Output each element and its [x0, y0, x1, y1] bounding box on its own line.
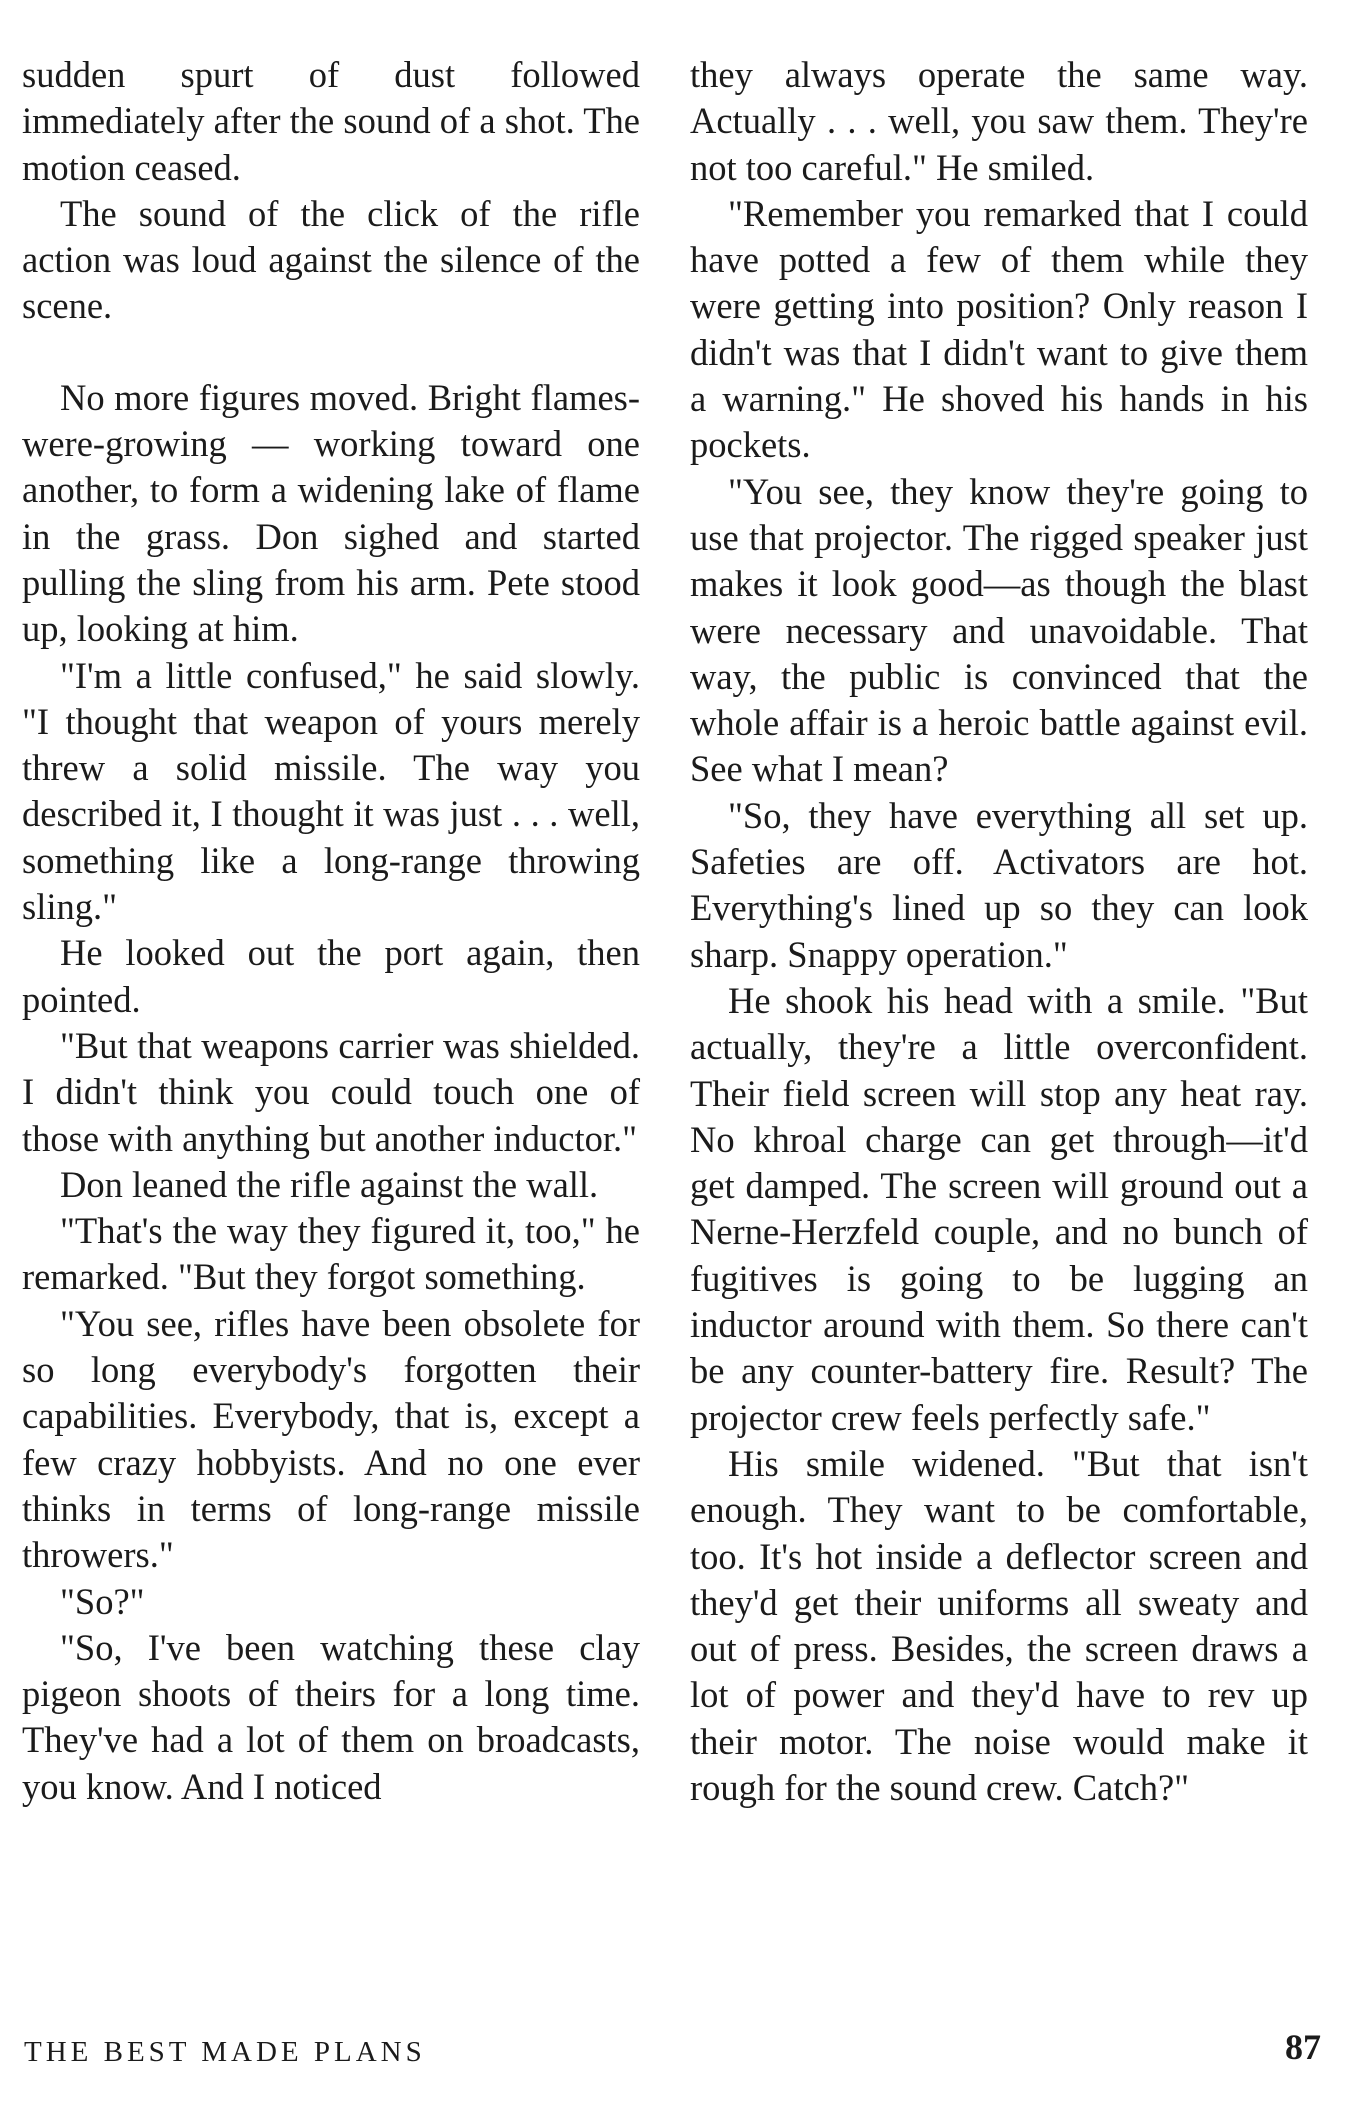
running-footer-title: THE BEST MADE PLANS [24, 2036, 426, 2068]
paragraph: "You see, they know they're going to use that projector. The rigged speaker just makes it look good—as though the blast were necessary and unavoidable. That way, the public is convinced that the whole affair is a heroic battle against evil. See what I mean? [690, 470, 1308, 790]
paragraph: "Remember you remarked that I could have potted a few of them while they were getting into position? Only reason I didn't was that I didn't want to give them a warning." He shoved his hands in his pockets. [690, 192, 1308, 466]
paragraph: The sound of the click of the rifle action was loud against the silence of the scene. [22, 192, 640, 327]
paragraph: Don leaned the rifle against the wall. [60, 1163, 599, 1205]
paragraph: "I'm a little confused," he said slowly. "I thought that weapon of yours merely threw a solid missile. The way you described it, I thought it was just . . . well, something like a long-range throwing sling." [22, 654, 640, 928]
paragraph: His smile widened. "But that isn't enough. They want to be comfortable, too. It's hot inside a deflector screen and they'd get their uniforms all sweaty and out of press. Besides, the screen draws a lot of power and they'd have to rev up their motor. The noise would make it rough for the sound crew. Catch?" [690, 1442, 1308, 1808]
paragraph: "So, I've been watching these clay pigeon shoots of theirs for a long time. They've had a lot of them on broadcasts, you know. And I noticed [22, 1626, 640, 1807]
paragraph: they always operate the same way. Actually . . . well, you saw them. They're not too careful." He smiled. [690, 54, 1308, 188]
paragraph: "So, they have everything all set up. Safeties are off. Activators are hot. Everything's lined up so they can look sharp. Snappy operation." [690, 794, 1308, 975]
paragraph: "But that weapons carrier was shielded. I didn't think you could touch one of those with anything but another inductor." [22, 1024, 640, 1159]
page-number: 87 [1285, 2027, 1321, 2067]
paragraph: "You see, rifles have been obsolete for so long everybody's forgotten their capabilities. Everybody, that is, except a few crazy hobbyists. And no one ever thinks in terms of long-range missile throwers." [22, 1302, 640, 1576]
paragraph: "So?" [60, 1580, 145, 1622]
paragraph: No more figures moved. Bright flames-were-growing — working toward one another, to form a widening lake of flame in the grass. Don sighed and started pulling the sling from his arm. Pete stood up, looking at him. [22, 376, 640, 650]
right-text-column [690, 52, 1308, 1811]
paragraph: He shook his head with a smile. "But actually, they're a little overconfident. Their field screen will stop any heat ray. No khroal charge can get through—it'd get damped. The screen will ground out a Nerne-Herzfeld couple, and no bunch of fugitives is going to be lugging an inductor around with them. So there can't be any counter-battery fire. Result? The projector crew feels perfectly safe." [690, 979, 1308, 1438]
left-text-column [22, 52, 640, 1810]
paragraph: sudden spurt of dust followed immediately after the sound of a shot. The motion ceased. [22, 54, 640, 188]
paragraph: "That's the way they figured it, too," he remarked. "But they forgot something. [22, 1210, 640, 1298]
paragraph: He looked out the port again, then pointed. [22, 932, 640, 1020]
